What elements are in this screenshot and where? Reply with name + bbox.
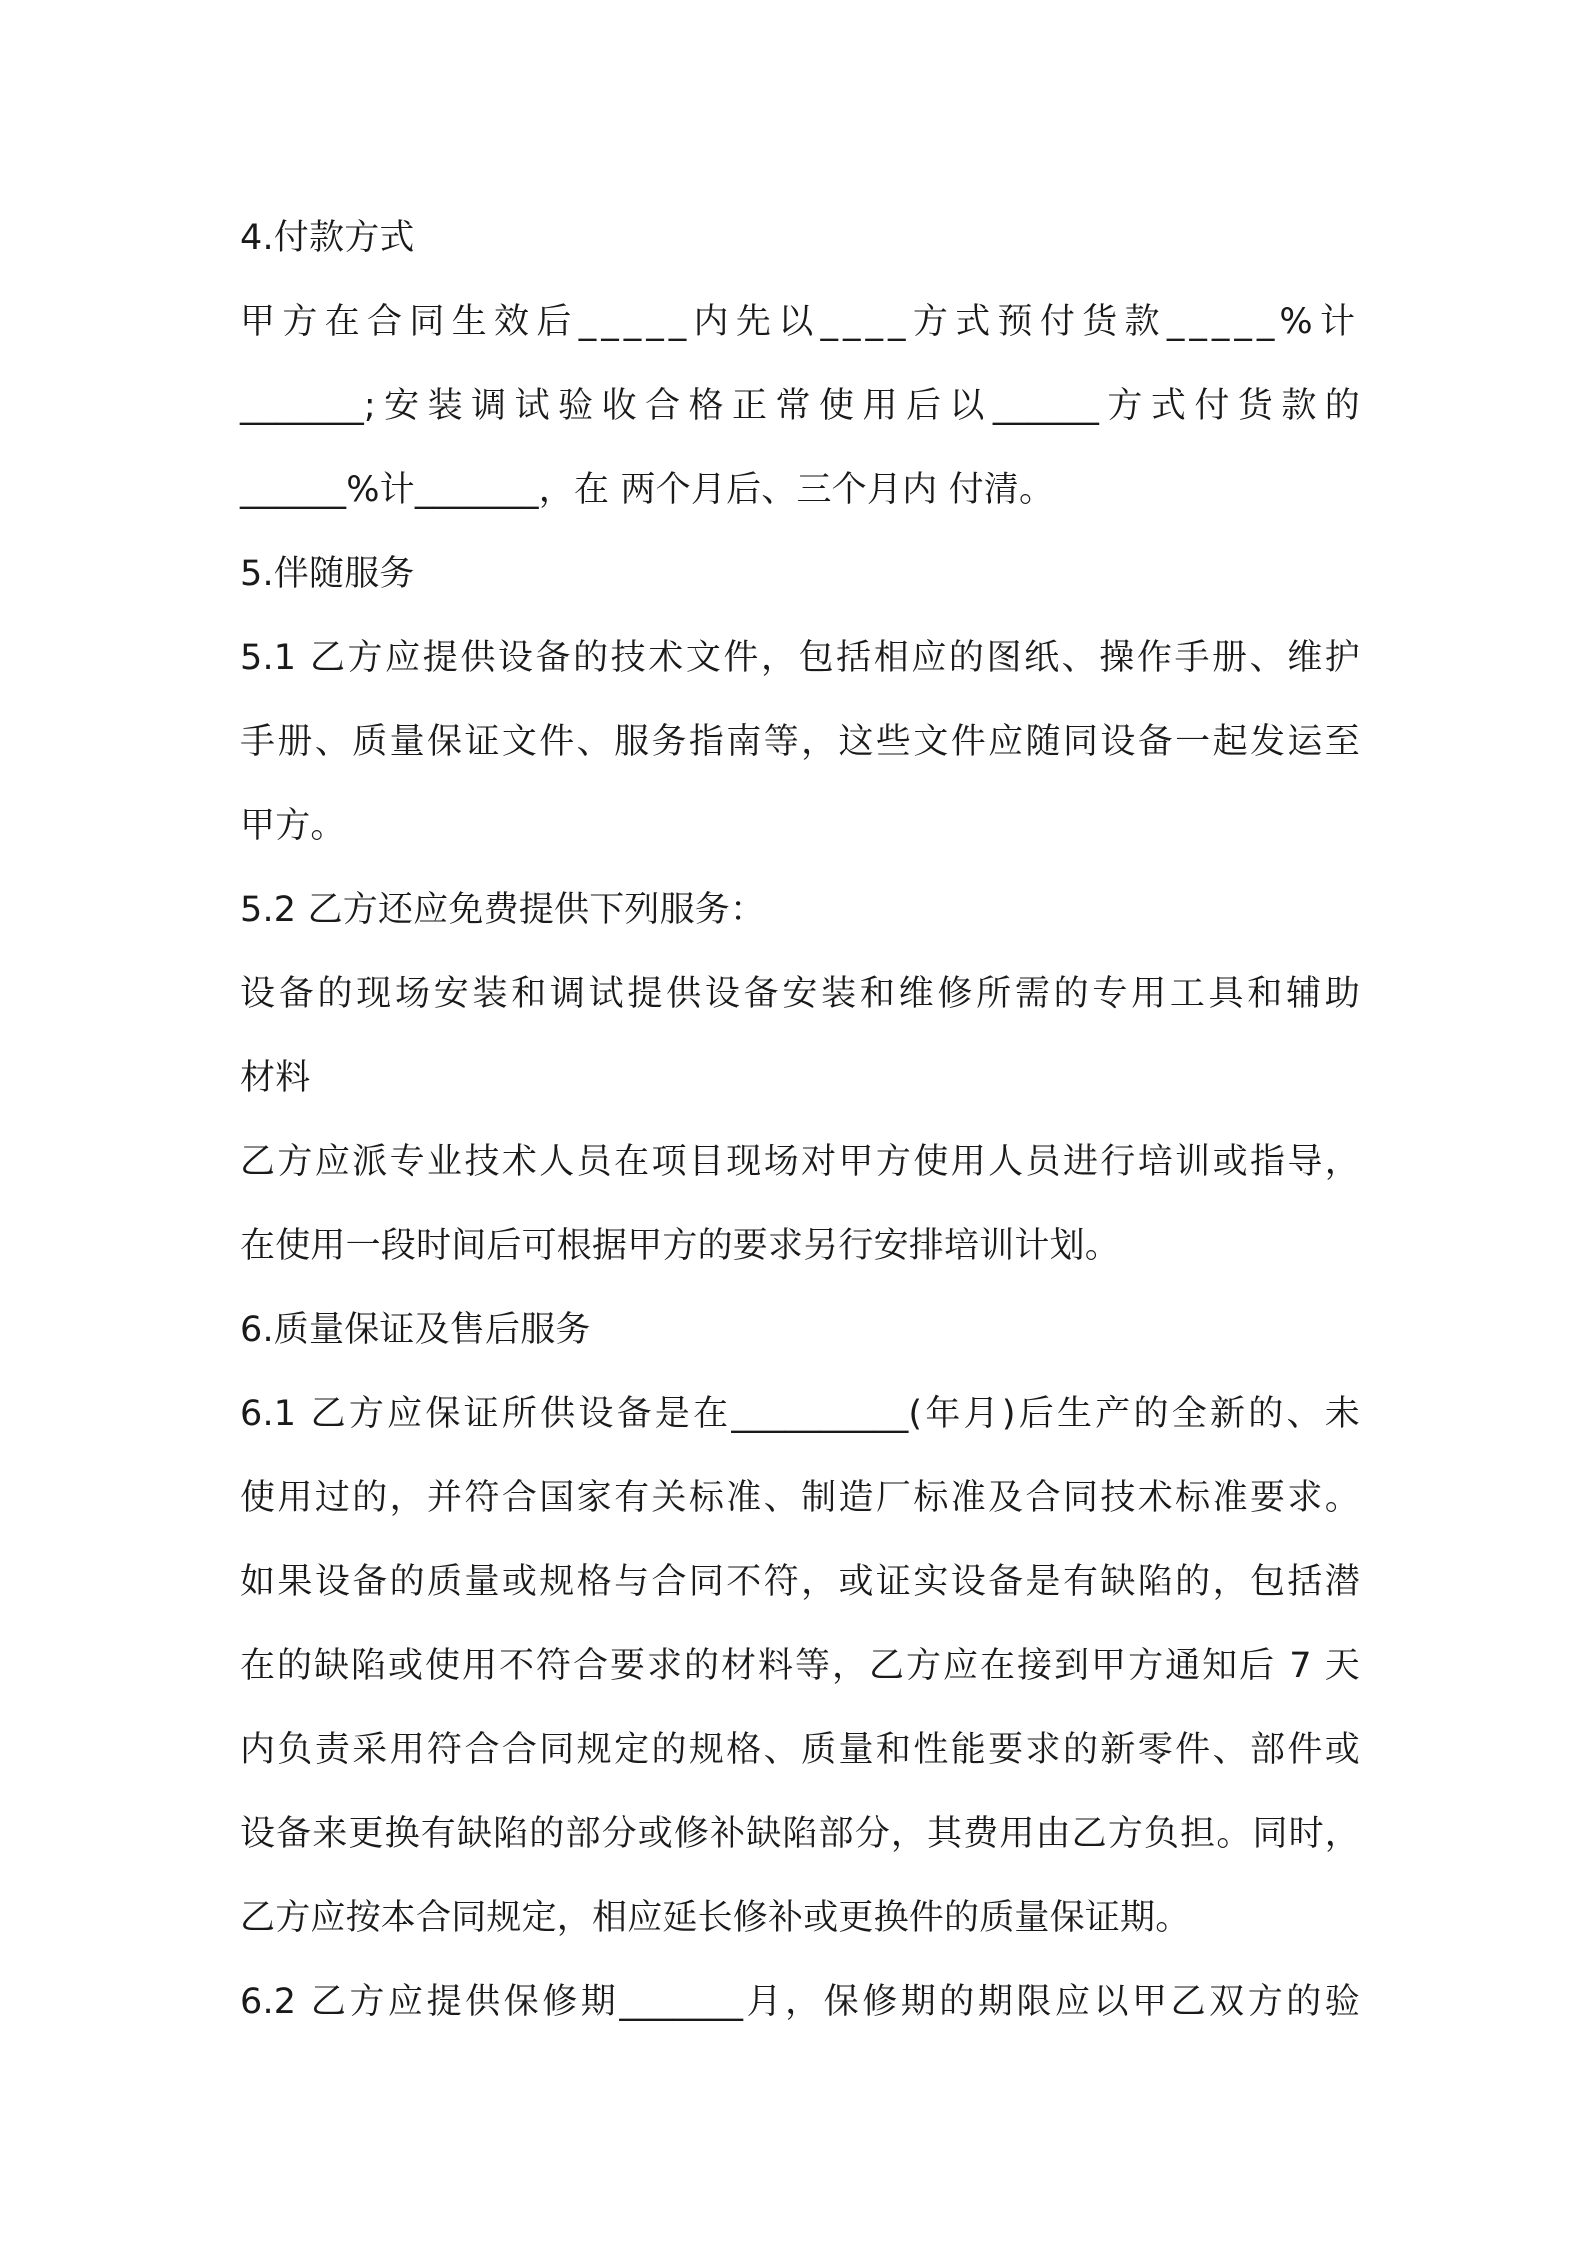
paragraph-line: 甲方。 [240,806,346,846]
paragraph-line: 材料 [240,1058,311,1098]
paragraph-line: 6.1 乙方应保证所供设备是在__________(年月)后生产的全新的、未 [240,1394,1360,1434]
paragraph-line: 6.2 乙方应提供保修期_______月，保修期的期限应以甲乙双方的验 [240,1982,1360,2022]
paragraph-line: 使用过的，并符合国家有关标准、制造厂标准及合同技术标准要求。 [240,1478,1360,1518]
paragraph-line: 乙方应派专业技术人员在项目现场对甲方使用人员进行培训或指导， [240,1142,1360,1182]
paragraph-line: 乙方应按本合同规定，相应延长修补或更换件的质量保证期。 [240,1898,1191,1938]
section-heading-quality: 6.质量保证及售后服务 [240,1310,591,1350]
paragraph-line: 甲方在合同生效后_____内先以____方式预付货款_____%计 [240,302,1360,342]
paragraph-line: 在使用一段时间后可根据甲方的要求另行安排培训计划。 [240,1226,1121,1266]
paragraph-line: 如果设备的质量或规格与合同不符，或证实设备是有缺陷的，包括潜 [240,1562,1360,1602]
document-body [240,196,1360,2044]
paragraph-line: 5.1 乙方应提供设备的技术文件，包括相应的图纸、操作手册、维护 [240,638,1360,678]
paragraph-line: 手册、质量保证文件、服务指南等，这些文件应随同设备一起发运至 [240,722,1360,762]
paragraph-line: 设备来更换有缺陷的部分或修补缺陷部分，其费用由乙方负担。同时， [240,1814,1360,1854]
paragraph-line: 设备的现场安装和调试提供设备安装和维修所需的专用工具和辅助 [240,974,1360,1014]
section-heading-payment: 4.付款方式 [240,218,415,258]
paragraph-line: 内负责采用符合合同规定的规格、质量和性能要求的新零件、部件或 [240,1730,1360,1770]
section-heading-services: 5.伴随服务 [240,554,415,594]
subsection-heading: 5.2 乙方还应免费提供下列服务： [240,890,766,930]
paragraph-line: ______%计_______，在 两个月后、三个月内 付清。 [240,470,1055,510]
paragraph-line: 在的缺陷或使用不符合要求的材料等，乙方应在接到甲方通知后 7 天 [240,1646,1360,1686]
paragraph-line: _______;安装调试验收合格正常使用后以______方式付货款的 [240,386,1360,426]
